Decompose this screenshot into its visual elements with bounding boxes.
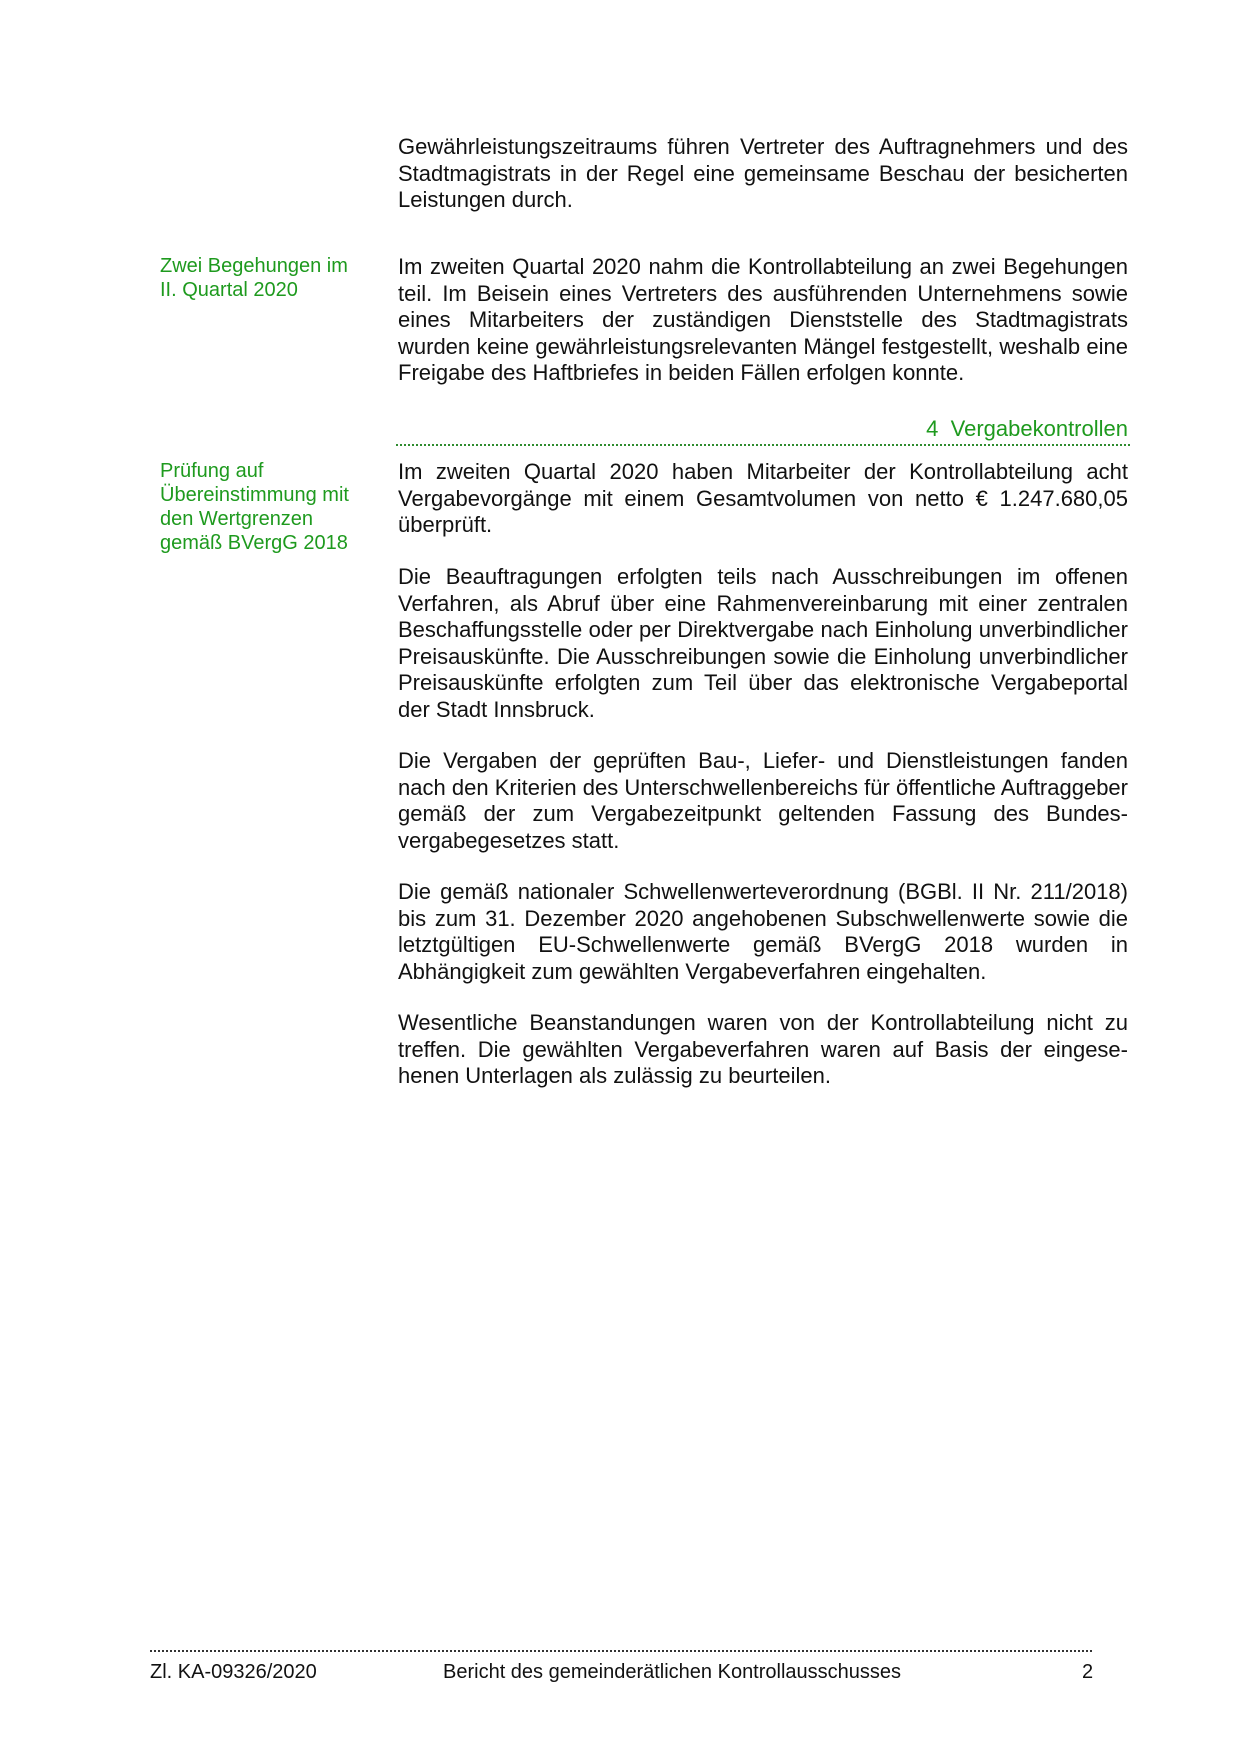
intro-paragraph: Gewährleistungszeitraums führen Vertreter des Auftragnehmers und des Stadtmagistrats in der Regel eine gemeinsame Beschau der besicherten Leistungen durch. (398, 134, 1128, 212)
procurement-paragraph-3: Die Vergaben der geprüften Bau-, Liefer- und Dienstleistungen fanden nach den Kriterien des Unterschwellenbereichs für öffentliche Auftraggeber gemäß der zum Vergabezeitpunkt geltenden Fassung des Bundesvergabegesetzes statt. (398, 748, 1128, 853)
footer-title: Bericht des gemeinderätlichen Kontrollausschusses (443, 1661, 902, 1683)
procurement-paragraph-4: Die gemäß nationaler Schwellenwerteverordnung (BGBl. II Nr. 211/2018) bis zum 31. Dezember 2020 angehobenen Subschwellenwerte sowie die letztgültigen EU-Schwellenwerte gemäß BVergG 2018 wurden in Abhängigkeit zum gewählten Vergabeverfahren eingehalten. (398, 879, 1128, 984)
section-divider (396, 444, 1130, 446)
footer-divider (150, 1650, 1092, 1652)
inspections-paragraph: Im zweiten Quartal 2020 nahm die Kontrollabteilung an zwei Begehungen teil. Im Beisein eines Vertreters des ausführenden Unternehmens sowie eines Mitarbeiters der zuständigen Dienststelle des Stadtmagistrats wurden keine gewährleistungsrelevanten Mängel festgestellt, weshalb eine Freigabe des Haftbriefes in beiden Fällen erfolgen konnte. (398, 254, 1128, 385)
procurement-paragraph-2: Die Beauftragungen erfolgten teils nach Ausschreibungen im offenen Verfahren, als Abruf über eine Rahmenvereinbarung mit einer zentralen Beschaffungsstelle oder per Direktvergabe nach Einholung unverbindlicher Preisauskünfte. Die Ausschreibungen sowie die Einholung unverbindlicher Preisauskünfte erfolgten zum Teil über das elektronische Vergabeportal der Stadt Innsbruck. (398, 564, 1128, 722)
procurement-paragraph-5: Wesentliche Beanstandungen waren von der Kontrollabteilung nicht zu treffen. Die gewählten Vergabeverfahren waren auf Basis der eingesehenen Unterlagen als zulässig zu beurteilen. (398, 1010, 1128, 1088)
margin-note-procurement: Prüfung auf Übereinstimmung mit den Wertgrenzen gemäß BVergG 2018 (160, 460, 349, 554)
procurement-paragraph-1: Im zweiten Quartal 2020 haben Mitarbeiter der Kontrollabteilung acht Vergabevorgänge mit einem Gesamtvolumen von netto € 1.247.680,05 überprüft. (398, 459, 1128, 537)
section-number: 4 (926, 416, 939, 441)
margin-note-inspections: Zwei Begehungen im II. Quartal 2020 (160, 255, 348, 301)
page-number: 2 (1082, 1661, 1094, 1683)
section-title: Vergabekontrollen (950, 416, 1128, 441)
section-heading (398, 414, 1128, 444)
footer-reference: Zl. KA-09326/2020 (150, 1661, 317, 1683)
